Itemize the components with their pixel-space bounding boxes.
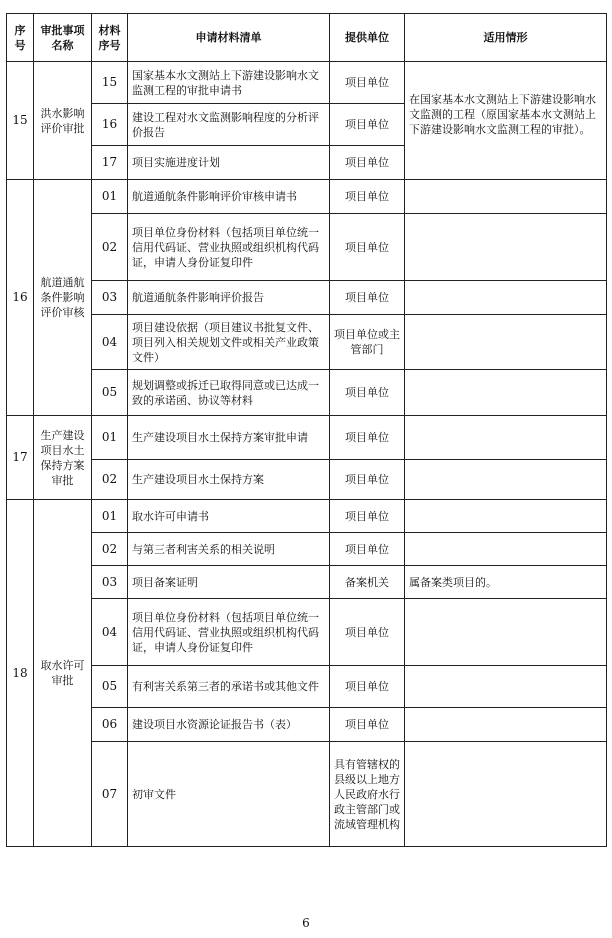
table-row xyxy=(7,708,607,742)
material-no: 16 xyxy=(92,104,128,146)
material-no: 03 xyxy=(92,566,128,599)
material-item: 国家基本水文测站上下游建设影响水文监测工程的审批申请书 xyxy=(128,62,330,104)
header-material-list: 申请材料清单 xyxy=(128,14,330,62)
table-row xyxy=(7,460,607,500)
table-row xyxy=(7,533,607,566)
material-no: 01 xyxy=(92,500,128,533)
table-row xyxy=(7,180,607,214)
material-no: 07 xyxy=(92,742,128,847)
table-row xyxy=(7,742,607,847)
material-item: 有利害关系第三者的承诺书或其他文件 xyxy=(128,666,330,708)
provider-cell: 备案机关 xyxy=(330,566,405,599)
provider-cell: 项目单位 xyxy=(330,214,405,281)
material-item: 项目实施进度计划 xyxy=(128,146,330,180)
provider-cell: 项目单位 xyxy=(330,281,405,315)
page-number: 6 xyxy=(302,916,310,930)
material-no: 01 xyxy=(92,416,128,460)
material-no: 02 xyxy=(92,460,128,500)
material-item: 建设工程对水文监测影响程度的分析评价报告 xyxy=(128,104,330,146)
material-no: 03 xyxy=(92,281,128,315)
provider-cell: 项目单位 xyxy=(330,416,405,460)
applicable-cell: 在国家基本水文测站上下游建设影响水文监测的工程（原国家基本水文测站上下游建设影响水文监测工程的审批）。 xyxy=(405,62,607,180)
applicable-cell xyxy=(405,460,607,500)
group-seq: 15 xyxy=(7,62,34,180)
material-item: 与第三者利害关系的相关说明 xyxy=(128,533,330,566)
material-item: 航道通航条件影响评价报告 xyxy=(128,281,330,315)
header-material-no: 材料序号 xyxy=(92,14,128,62)
material-no: 04 xyxy=(92,599,128,666)
provider-cell: 项目单位 xyxy=(330,460,405,500)
header-seq: 序号 xyxy=(7,14,34,62)
applicable-cell xyxy=(405,416,607,460)
applicable-cell xyxy=(405,315,607,370)
table-row xyxy=(7,566,607,599)
provider-cell: 项目单位 xyxy=(330,666,405,708)
material-item: 生产建设项目水土保持方案审批申请 xyxy=(128,416,330,460)
applicable-cell xyxy=(405,599,607,666)
material-item: 生产建设项目水土保持方案 xyxy=(128,460,330,500)
header-applicable: 适用情形 xyxy=(405,14,607,62)
provider-cell: 项目单位 xyxy=(330,104,405,146)
table-row xyxy=(7,370,607,416)
applicable-cell xyxy=(405,500,607,533)
applicable-cell xyxy=(405,666,607,708)
applicable-cell xyxy=(405,742,607,847)
header-item-name: 审批事项名称 xyxy=(34,14,92,62)
applicable-cell xyxy=(405,180,607,214)
table-row xyxy=(7,214,607,281)
material-no: 05 xyxy=(92,370,128,416)
applicable-cell xyxy=(405,281,607,315)
provider-cell: 项目单位 xyxy=(330,180,405,214)
provider-cell: 项目单位 xyxy=(330,708,405,742)
table-row xyxy=(7,500,607,533)
group-name: 航道通航条件影响评价审核 xyxy=(34,180,92,416)
provider-cell: 项目单位或主管部门 xyxy=(330,315,405,370)
material-no: 05 xyxy=(92,666,128,708)
applicable-cell: 属备案类项目的。 xyxy=(405,566,607,599)
group-name: 取水许可审批 xyxy=(34,500,92,847)
material-no: 17 xyxy=(92,146,128,180)
material-no: 15 xyxy=(92,62,128,104)
material-no: 04 xyxy=(92,315,128,370)
group-seq: 16 xyxy=(7,180,34,416)
group-name: 生产建设项目水土保持方案审批 xyxy=(34,416,92,500)
materials-table xyxy=(6,13,607,847)
material-no: 01 xyxy=(92,180,128,214)
applicable-cell xyxy=(405,708,607,742)
header-provider: 提供单位 xyxy=(330,14,405,62)
group-seq: 17 xyxy=(7,416,34,500)
applicable-cell xyxy=(405,533,607,566)
material-no: 02 xyxy=(92,533,128,566)
material-item: 项目单位身份材料（包括项目单位统一信用代码证、营业执照或组织机构代码证，申请人身份证复印件 xyxy=(128,599,330,666)
provider-cell: 项目单位 xyxy=(330,62,405,104)
header-row xyxy=(7,14,607,62)
material-no: 02 xyxy=(92,214,128,281)
material-item: 规划调整或拆迁已取得同意或已达成一致的承诺函、协议等材料 xyxy=(128,370,330,416)
material-no: 06 xyxy=(92,708,128,742)
table-row xyxy=(7,599,607,666)
material-item: 建设项目水资源论证报告书（表） xyxy=(128,708,330,742)
applicable-cell xyxy=(405,370,607,416)
table-row xyxy=(7,416,607,460)
material-item: 项目备案证明 xyxy=(128,566,330,599)
table-row xyxy=(7,315,607,370)
group-name: 洪水影响评价审批 xyxy=(34,62,92,180)
applicable-cell xyxy=(405,214,607,281)
material-item: 项目单位身份材料（包括项目单位统一信用代码证、营业执照或组织机构代码证，申请人身份证复印件 xyxy=(128,214,330,281)
table-row xyxy=(7,281,607,315)
provider-cell: 项目单位 xyxy=(330,370,405,416)
material-item: 取水许可申请书 xyxy=(128,500,330,533)
provider-cell: 具有管辖权的县级以上地方人民政府水行政主管部门或流域管理机构 xyxy=(330,742,405,847)
table-row xyxy=(7,62,607,104)
provider-cell: 项目单位 xyxy=(330,146,405,180)
provider-cell: 项目单位 xyxy=(330,500,405,533)
group-seq: 18 xyxy=(7,500,34,847)
material-item: 项目建设依据（项目建议书批复文件、项目列入相关规划文件或相关产业政策文件） xyxy=(128,315,330,370)
provider-cell: 项目单位 xyxy=(330,533,405,566)
material-item: 航道通航条件影响评价审核申请书 xyxy=(128,180,330,214)
provider-cell: 项目单位 xyxy=(330,599,405,666)
material-item: 初审文件 xyxy=(128,742,330,847)
table-row xyxy=(7,666,607,708)
